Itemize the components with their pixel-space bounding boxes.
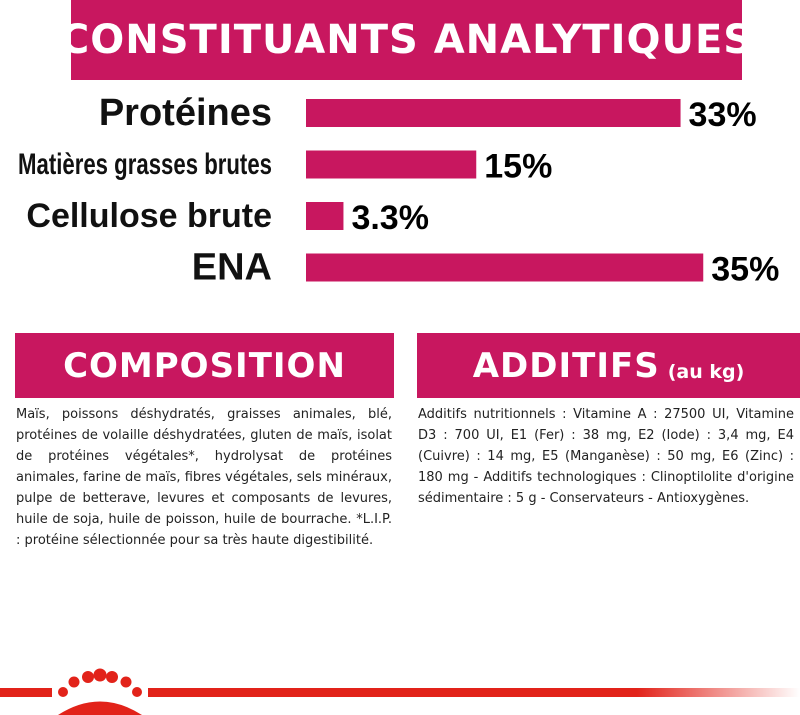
additifs-banner (417, 333, 800, 398)
composition-banner (15, 333, 394, 398)
footer (0, 660, 800, 715)
value-label: 35% (711, 250, 780, 289)
additifs-title: ADDITIFS (472, 345, 660, 386)
footer-line-left (0, 688, 52, 697)
additifs-text: Additifs nutritionnels : Vitamine A : 27500 UI, Vitamine D3 : 700 UI, E1 (Fer) : 38 mg, E2 (Iode) : 3,4 mg, E4 (Cuivre) : 14 mg, E5 (Manganèse) : 50 mg, E6 (Zinc) : 180 mg - Additifs technologiques : Clinoptilolite d'origine sédimentaire : 5 g - Conservateurs - Antioxygènes. (418, 407, 794, 506)
bar (306, 202, 343, 230)
bar (306, 151, 476, 179)
composition-title: COMPOSITION (63, 345, 346, 386)
category-label: Matières grasses brutes (18, 148, 272, 181)
category-label: ENA (191, 246, 272, 289)
analytical-constituents-chart (0, 85, 800, 290)
page-title: CONSTITUANTS ANALYTIQUES (59, 17, 754, 63)
category-label: Cellulose brute (26, 197, 272, 235)
value-label: 3.3% (351, 199, 429, 237)
bar (306, 99, 681, 127)
title-banner (59, 0, 754, 80)
value-label: 33% (688, 96, 757, 134)
additifs-subtitle: (au kg) (667, 360, 745, 383)
value-label: 15% (484, 147, 553, 186)
royal-canin-crown-icon (58, 669, 142, 715)
composition-text: Maïs, poissons déshydratés, graisses animales, blé, protéines de volaille déshydratées, gluten de maïs, isolat de protéines végétales*, hydrolysat de protéines animales, farine de maïs, fibres végétales, sels minéraux, pulpe de betterave, levures et composants de levures, huile de soja, huile de poisson, huile de bourrache. *L.I.P. : protéine sélectionnée pour sa très haute digestibilité. (16, 407, 392, 548)
bar (306, 254, 703, 282)
category-label: Protéines (98, 92, 272, 134)
footer-line-right (148, 688, 800, 697)
